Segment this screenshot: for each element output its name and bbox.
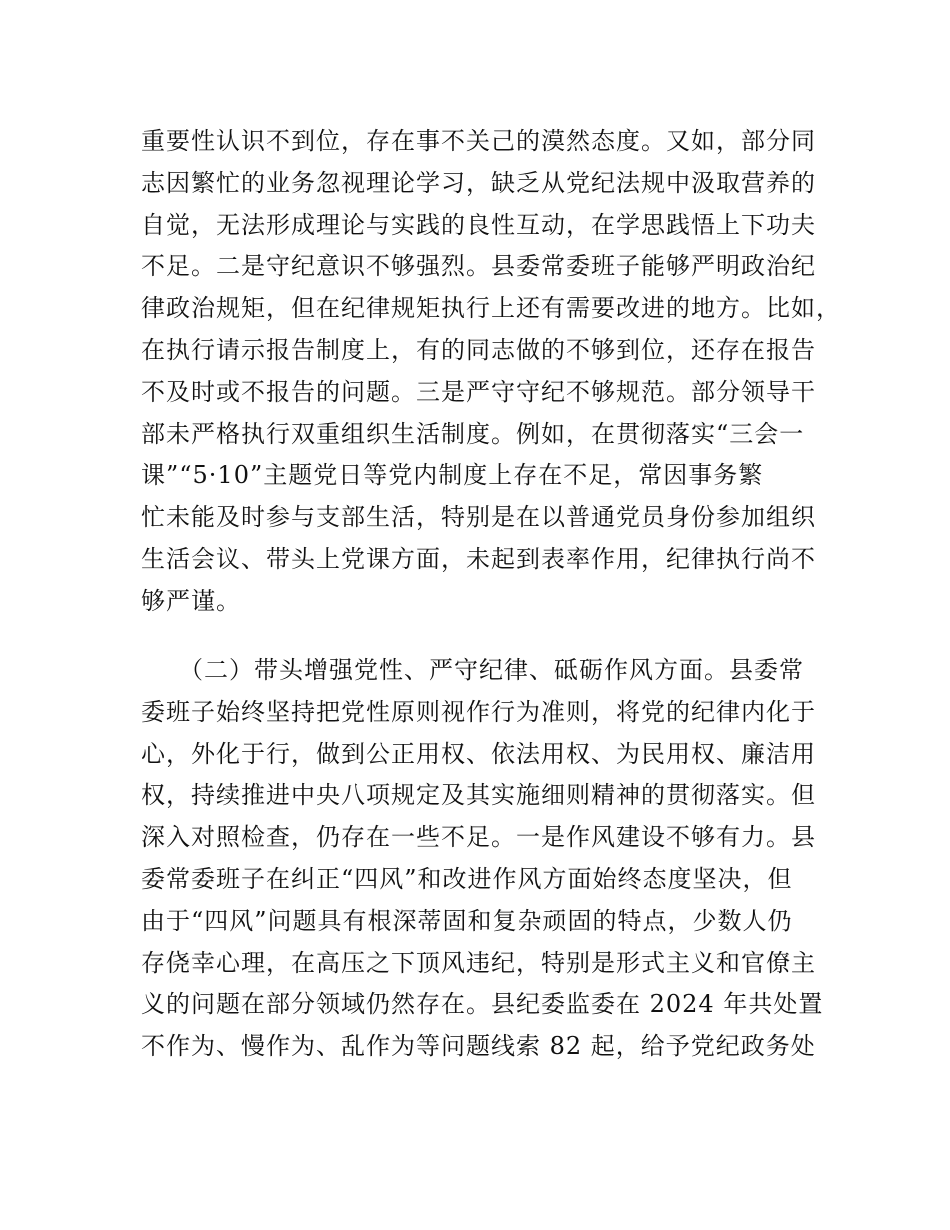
text-line: 生活会议、带头上党课方面，未起到表率作用，纪律执行尚不	[141, 544, 816, 573]
text-line: 律政治规矩，但在纪律规矩执行上还有需要改进的地方。比如，	[141, 294, 841, 323]
text-line: 不足。二是守纪意识不够强烈。县委常委班子能够严明政治纪	[141, 252, 816, 281]
text-line: 够严谨。	[141, 586, 241, 615]
text-line: 部未严格执行双重组织生活制度。例如，在贯彻落实“三会一	[141, 419, 805, 448]
text-line: 委常委班子在纠正“四风”和改进作风方面始终态度坚决，但	[141, 864, 793, 893]
body-paragraph-2	[141, 650, 824, 1068]
body-paragraph-1	[141, 121, 841, 623]
text-line: 心，外化于行，做到公正用权、依法用权、为民用权、廉洁用	[141, 739, 816, 768]
text-line: 义的问题在部分领域仍然存在。县纪委监委在 2024 年共处置	[141, 990, 824, 1019]
text-line: 权，持续推进中央八项规定及其实施细则精神的贯彻落实。但	[141, 781, 816, 810]
text-line: 不作为、慢作为、乱作为等问题线索 82 起，给予党纪政务处	[141, 1032, 816, 1061]
text-line: 忙未能及时参与支部生活，特别是在以普通党员身份参加组织	[141, 503, 816, 532]
section-heading-line: （二）带头增强党性、严守纪律、砥砺作风方面。县委常	[179, 656, 804, 684]
text-line: 重要性认识不到位，存在事不关己的漠然态度。又如，部分同	[141, 127, 816, 155]
text-line: 委班子始终坚持把党性原则视作行为准则，将党的纪律内化于	[141, 697, 816, 726]
text-line: 在执行请示报告制度上，有的同志做的不够到位，还存在报告	[141, 335, 816, 364]
text-line: 课”“5·10”主题党日等党内制度上存在不足，常因事务繁	[141, 461, 764, 490]
text-line: 志因繁忙的业务忽视理论学习，缺乏从党纪法规中汲取营养的	[141, 168, 816, 197]
text-line: 存侥幸心理，在高压之下顶风违纪，特别是形式主义和官僚主	[141, 948, 816, 977]
text-line: 由于“四风”问题具有根深蒂固和复杂顽固的特点，少数人仍	[141, 906, 793, 935]
text-line: 不及时或不报告的问题。三是严守守纪不够规范。部分领导干	[141, 377, 816, 406]
text-line: 深入对照检查，仍存在一些不足。一是作风建设不够有力。县	[141, 823, 816, 852]
text-line: 自觉，无法形成理论与实践的良性互动，在学思践悟上下功夫	[141, 210, 816, 239]
